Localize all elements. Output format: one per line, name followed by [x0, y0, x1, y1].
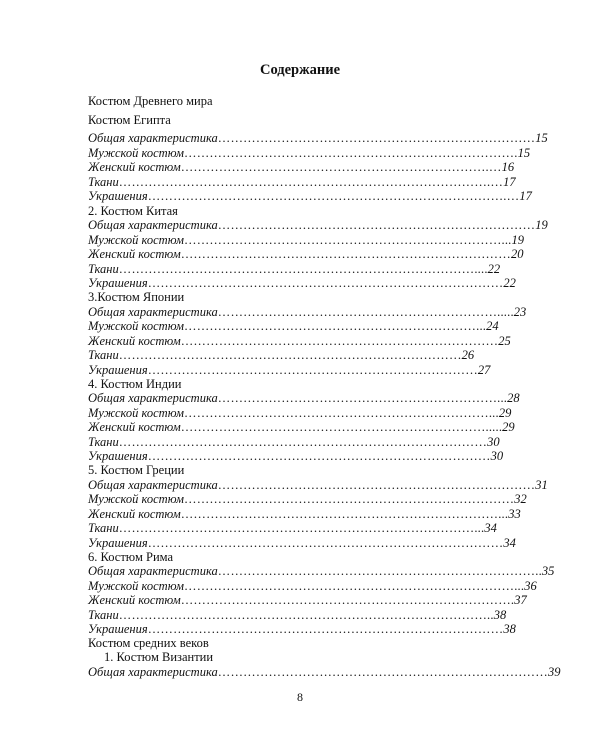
toc-entry: Мужской костюм…………………………………………………………………...19 — [88, 233, 525, 247]
toc-section-heading: Костюм Древнего мира — [88, 94, 213, 108]
toc-entry: Общая характеристика………………………………………………………….....23 — [88, 305, 527, 319]
toc-entry: Женский костюм…………………………………………………………………...33 — [88, 507, 521, 521]
toc-entry: Женский костюм……………………………………………………………….....29 — [88, 420, 515, 434]
toc-entry: Украшения………………………………………………………………………30 — [88, 449, 504, 463]
toc-entry: Украшения…………………………………………………………………………38 — [88, 622, 516, 636]
toc-entry: Общая характеристика…………………………………………………………………31 — [88, 478, 548, 492]
toc-section-heading: Костюм средних веков — [88, 636, 209, 650]
toc-section-heading: 5. Костюм Греции — [88, 463, 185, 477]
toc-entry: Женский костюм…………………………………………………………………25 — [88, 334, 511, 348]
toc-entry: Ткани…………………………………………………………………………….…17 — [88, 175, 516, 189]
toc-entry: Ткани…………………………………………………………………………...34 — [88, 521, 497, 535]
page-title: Содержание — [259, 62, 341, 78]
toc-entry: Украшения………………………………………………………………………….…17 — [88, 189, 532, 203]
toc-entry: Мужской костюм………………………………………………………………...29 — [88, 406, 512, 420]
toc-entry: Общая характеристика……………………………………………………………………39 — [88, 665, 561, 679]
toc-entry: Общая характеристика…………………………………………………………………15 — [88, 131, 548, 145]
toc-section-heading: 6. Костюм Рима — [88, 550, 174, 564]
toc-section-heading: 4. Костюм Индии — [88, 377, 182, 391]
toc-entry: Мужской костюм……………………………………………………………………32 — [88, 492, 527, 506]
toc-entry: Украшения……………………………………………………………………27 — [88, 363, 491, 377]
toc-entry: Общая характеристика…………………………………………………………...28 — [88, 391, 520, 405]
toc-section-heading: Костюм Египта — [88, 113, 171, 127]
toc-entry: Общая характеристика…………………………………………………………………19 — [88, 218, 548, 232]
toc-entry: Мужской костюм……………………………………………………………………...36 — [88, 579, 537, 593]
page-number: 8 — [297, 690, 303, 704]
toc-entry: Женский костюм……………………………………………………………….…16 — [88, 160, 515, 174]
toc-entry: Ткани……………………………………………………………………………..38 — [88, 608, 507, 622]
toc-entry: Мужской костюм…………………………………………………………………….15 — [88, 146, 531, 160]
toc-entry: Украшения…………………………………………………………………………22 — [88, 276, 516, 290]
toc-section-heading: 2. Костюм Китая — [88, 204, 178, 218]
toc-entry: Ткани………………………………………………………………………26 — [88, 348, 475, 362]
toc-entry: Общая характеристика…………………………………………………………………..35 — [88, 564, 555, 578]
toc-entry: Украшения…………………………………………………………………………34 — [88, 536, 516, 550]
toc-entry: Мужской костюм……………………………………………………………...24 — [88, 319, 499, 333]
toc-section-heading: 1. Костюм Византии — [104, 650, 214, 664]
toc-entry: Женский костюм…………………………………………………………………….37 — [88, 593, 527, 607]
toc-section-heading: 3.Костюм Японии — [88, 290, 185, 304]
toc-entry: Ткани…………………………………………………………………………....22 — [88, 262, 501, 276]
toc-entry: Ткани……………………………………………………………………………30 — [88, 435, 500, 449]
toc-entry: Женский костюм……………………………………………………………………20 — [88, 247, 524, 261]
